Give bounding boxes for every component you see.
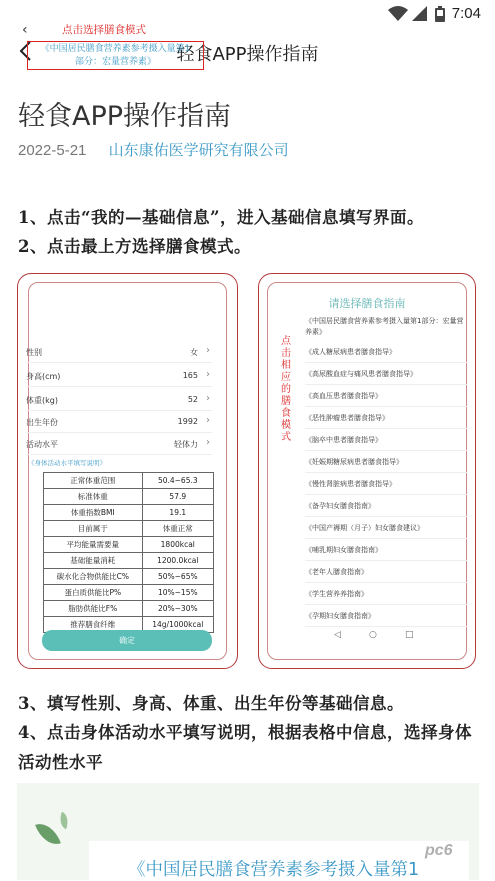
article-date: 2022-5-21 [18,142,87,159]
guide-item: 《哺乳期妇女膳食指南》 [305,539,467,561]
nav-home-icon: ○ [369,630,377,640]
table-row [44,473,214,489]
table-row [44,505,214,521]
guide-item: 《恶性肿瘤患者膳食指导》 [305,407,467,429]
leaf-icon [57,812,72,830]
table-cell: 碳水化合物供能比C% [44,569,143,585]
field-row [26,432,212,455]
field-label: 性别 [26,348,42,357]
table-cell: 57.9 [142,489,213,505]
field-label: 体重(kg) [26,396,58,405]
table-row [44,569,214,585]
selected-mode-line1: 《中国居民膳食营养素参考摄入量第1 [40,44,191,54]
guide-item: 《中国产褥期（月子）妇女膳食建议》 [305,517,467,539]
guide-item: 《备孕妇女膳食指南》 [305,495,467,517]
leaf-icon [35,819,61,850]
table-cell: 20%~30% [142,601,213,617]
screenshot-red-label: 点击选择膳食模式 [62,24,146,36]
guide-item: 《慢性肾脏病患者膳食指导》 [305,473,467,495]
table-cell: 14g/1000kcal [142,617,213,633]
table-row [44,585,214,601]
guide-item: 《妊娠期糖尿病患者膳食指导》 [305,451,467,473]
table-cell: 脂肪供能比F% [44,601,143,617]
guide-item: 《孕期妇女膳食指南》 [305,605,467,627]
table-cell: 体重指数BMI [44,505,143,521]
table-row [44,601,214,617]
guide-item: 《成人糖尿病患者膳食指导》 [305,341,467,363]
nav-back-icon: ◁ [334,630,341,640]
wifi-icon [388,6,408,22]
guide-first-item: 《中国居民膳食营养素参考摄入量第1部分：宏量营养素》 [305,317,464,336]
battery-icon [435,6,445,22]
chevron-right-icon: › [206,345,210,356]
table-row [44,489,214,505]
table-cell: 50.4~65.3 [142,473,213,489]
table-row [44,521,214,537]
activity-note: 《身体活动水平填写说明》 [28,459,106,467]
image-heading: 《中国居民膳食营养素参考摄入量第1 [128,860,420,880]
field-row [26,340,212,363]
chevron-right-icon: › [206,437,210,448]
table-cell: 50%~65% [142,569,213,585]
step-2-text: 2、点击最上方选择膳食模式。 [18,237,251,256]
table-row [44,537,214,553]
article-meta [18,139,289,160]
guide-item: 《老年人膳食指南》 [305,561,467,583]
nav-recents-icon: □ [405,630,414,640]
table-cell: 1200.0kcal [142,553,213,569]
nutrition-table [43,472,214,633]
table-cell: 19.1 [142,505,213,521]
app-bar-title: 轻食APP操作指南 [176,44,319,65]
guide-item: 《学生营养养指南》 [305,583,467,605]
field-value: 轻体力 [174,440,198,449]
guide-item: 《高尿酸血症与痛风患者膳食指导》 [305,363,467,385]
table-cell: 蛋白质供能比P% [44,585,143,601]
field-label: 出生年份 [26,418,58,427]
selected-mode-line2: 部分：宏量营养素》 [74,57,156,67]
step-3-text: 3、填写性别、身高、体重、出生年份等基础信息。 [18,694,404,713]
field-label: 身高(cm) [26,372,61,381]
field-value: 1992 [177,417,198,426]
article-source-link[interactable]: 山东康佑医学研究有限公司 [108,142,289,159]
screenshot-back-icon: ‹ [22,22,28,38]
table-cell: 10%~15% [142,585,213,601]
screenshot-confirm-button: 确定 [42,630,212,651]
table-cell: 正常体重范围 [44,473,143,489]
field-row [26,410,212,433]
guide-title: 请选择膳食指南 [328,297,406,310]
field-value: 女 [190,348,198,357]
field-value: 165 [182,371,198,380]
field-row [26,364,212,387]
cell-signal-icon [412,6,428,22]
screenshot-selected-mode [27,41,204,70]
table-cell: 基础能量消耗 [44,553,143,569]
guide-vertical-label: 点击相应的膳食模式 [281,336,291,443]
field-label: 活动水平 [26,440,58,449]
field-row [26,388,212,411]
article-title: 轻食APP操作指南 [18,101,232,132]
step-1-text: 1、点击“我的—基础信息”，进入基础信息填写界面。 [18,208,424,227]
chevron-right-icon: › [206,393,210,404]
table-cell: 推荐膳食纤维 [44,617,143,633]
table-cell: 平均能量需要量 [44,537,143,553]
guide-item: 《高血压患者膳食指导》 [305,385,467,407]
table-cell: 1800kcal [142,537,213,553]
table-cell: 标准体重 [44,489,143,505]
chevron-right-icon: › [206,369,210,380]
step-4-text: 4、点击身体活动水平填写说明，根据表格中信息，选择身体活动性水平 [18,723,472,772]
guide-item: 《脑卒中患者膳食指导》 [305,429,467,451]
watermark: pc6 [425,842,453,859]
table-cell: 目前属于 [44,521,143,537]
table-cell: 体重正常 [142,521,213,537]
chevron-right-icon: › [206,415,210,426]
field-value: 52 [187,395,198,404]
table-row [44,553,214,569]
status-time: 7:04 [451,5,481,22]
